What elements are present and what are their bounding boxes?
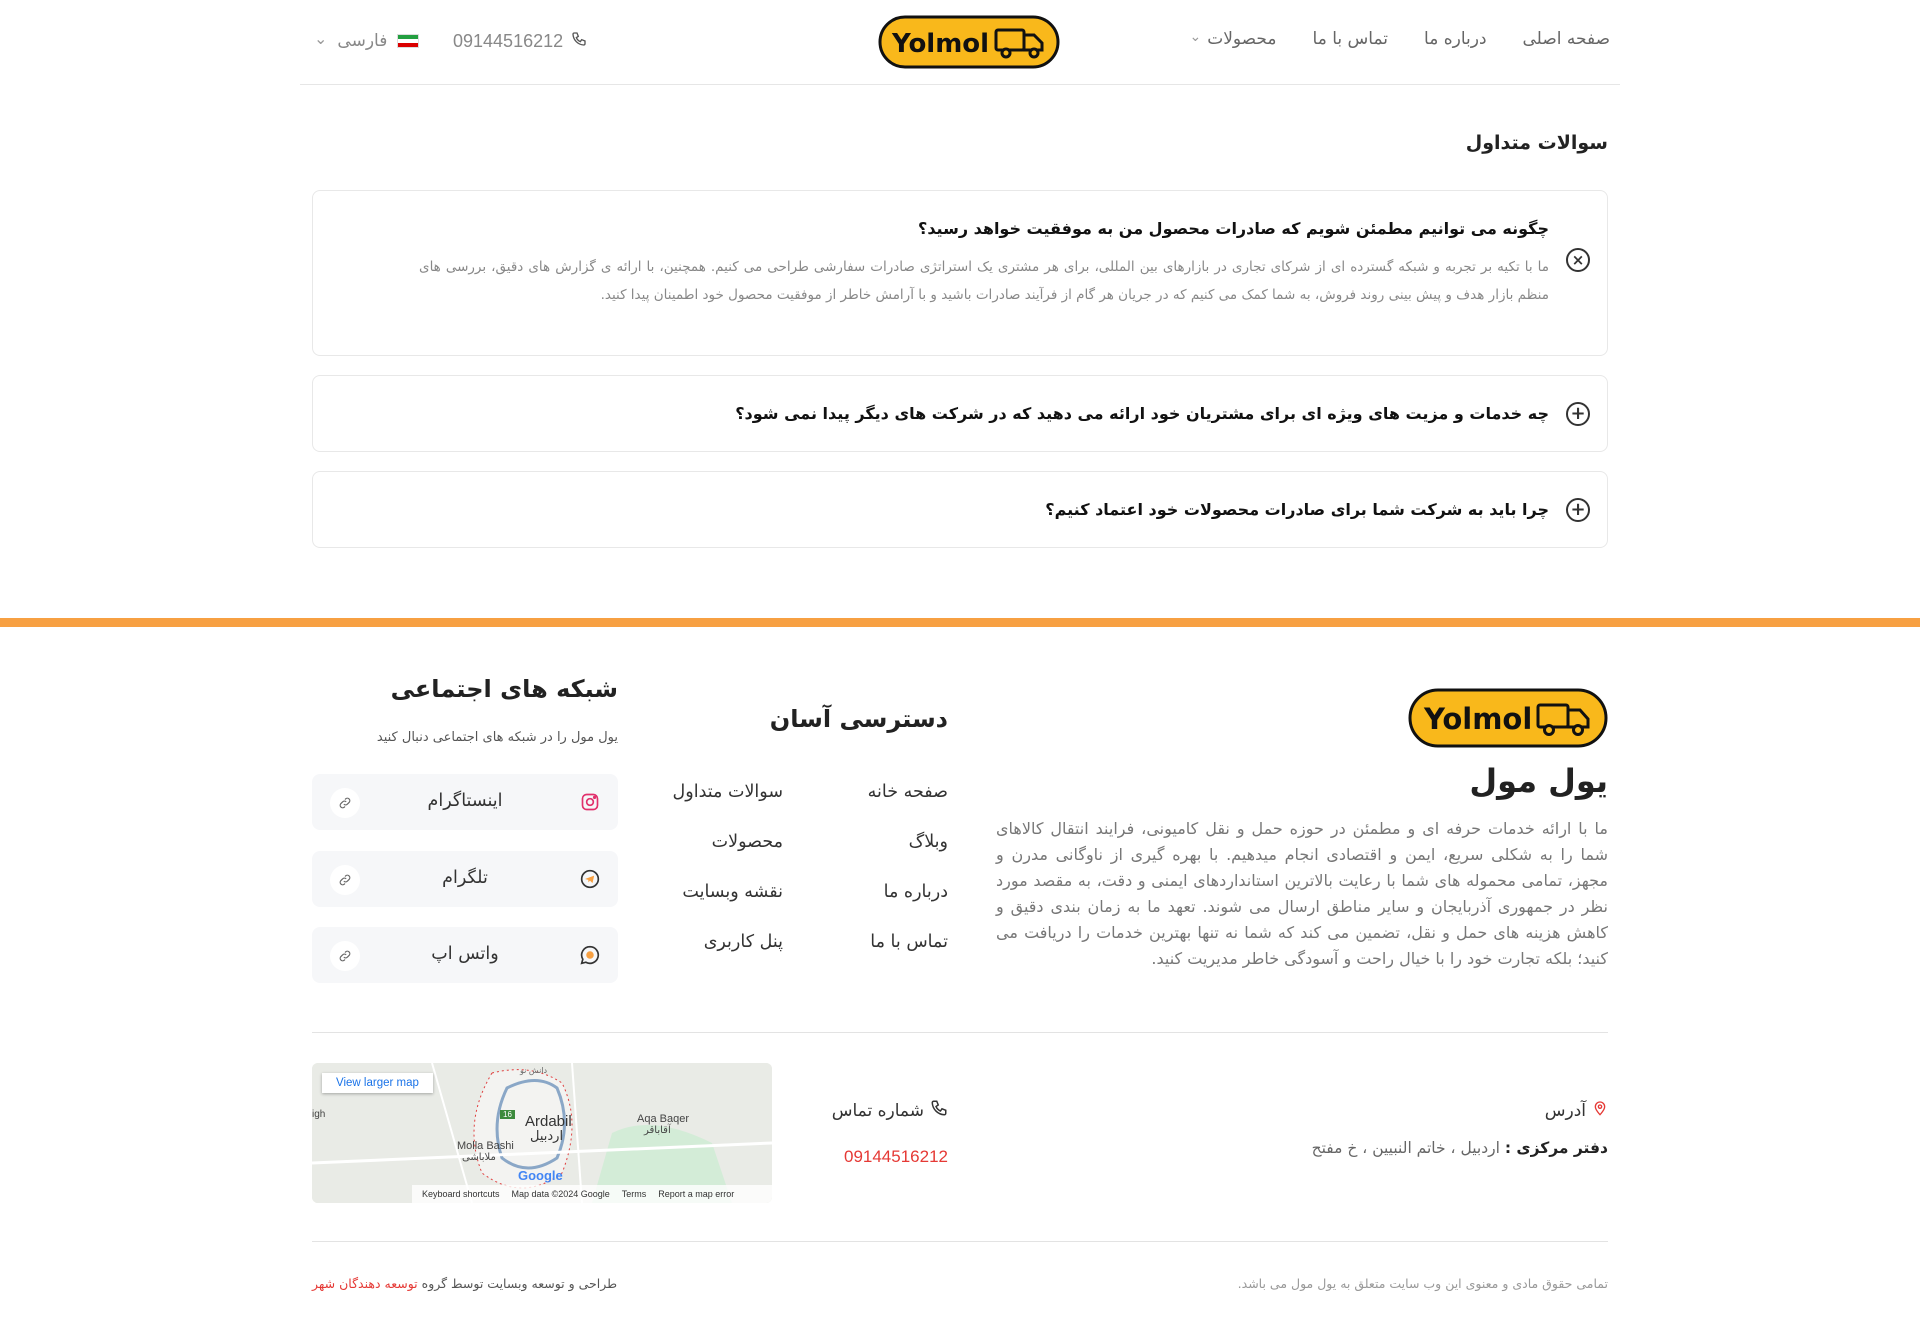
map-embed[interactable] (312, 1063, 772, 1203)
road-badge: 16 (500, 1110, 515, 1119)
footer-divider (312, 1241, 1608, 1242)
footer-link-home[interactable]: صفحه خانه (867, 782, 948, 802)
faq-question[interactable]: چرا باید به شرکت شما برای صادرات محصولات خود اعتماد کنیم؟ (1045, 500, 1549, 519)
faq-item[interactable] (312, 190, 1608, 356)
header-phone[interactable] (453, 31, 587, 52)
credit (312, 1276, 617, 1291)
chevron-down-icon: ⌄ (314, 28, 328, 48)
plus-icon[interactable]: + (1566, 402, 1590, 426)
iran-flag-icon (397, 34, 419, 48)
about-text: ما با ارائه خدمات حرفه ای و مطمئن در حوزه حمل و نقل کامیونی، فرایند انتقال کالاهای شما را به شکلی سریع، ایمن و اقتصادی انجام میدهیم. با بهره گیری از ناوگانی مدرن و مجهز، تمامی محموله های شما با رعایت بالاترین استانداردهای ایمنی و دقت، به مقصد مورد نظر در جمهوری آذربایجان و سایر مناطق ارسال می شوند. تعهد ما به زمان بندی دقیق و کاهش هزینه های حمل و نقل، تضمین می کند که شما نه تنها بهترین خدمات را دریافت می کنید؛ بلکه تجارت خود را با خیال راحت و آسودگی خاطر مدیریت کنید. (996, 819, 1608, 968)
footer-link-sitemap[interactable]: نقشه وبسایت (682, 882, 783, 902)
nav-about[interactable]: درباره ما (1424, 29, 1487, 49)
nav-contact[interactable]: تماس با ما (1312, 29, 1389, 49)
language-label: فارسی (337, 31, 388, 51)
site-header (300, 0, 1620, 85)
whatsapp-icon (580, 945, 600, 965)
social-telegram[interactable] (312, 851, 618, 907)
footer-link-contact[interactable]: تماس با ما (870, 932, 948, 952)
map-label-top: دانش نو (520, 1066, 548, 1075)
map-keyboard-shortcuts[interactable]: Keyboard shortcuts (422, 1189, 500, 1199)
faq-question[interactable]: چگونه می توانیم مطمئن شویم که صادرات محصول من به موفقیت خواهد رسید؟ (918, 219, 1549, 238)
language-switcher[interactable] (314, 28, 419, 51)
map-label-aqa-baqer: Aqa Baqer (637, 1113, 689, 1125)
social-whatsapp[interactable] (312, 927, 618, 983)
contact-label (832, 1099, 948, 1122)
map-label-aqa-baqer-fa: آقاباقر (644, 1125, 671, 1136)
social-name: تلگرام (442, 868, 488, 888)
close-icon[interactable]: × (1566, 248, 1590, 272)
link-icon (330, 865, 360, 895)
footer-accent-bar (0, 618, 1920, 627)
copyright-text: تمامی حقوق مادی و معنوی این وب سایت متعلق به یول مول می باشد. (1237, 1276, 1608, 1291)
map-data-credit: Map data ©2024 Google (511, 1189, 610, 1199)
brand-name: یول مول (1469, 762, 1608, 800)
phone-icon (571, 31, 587, 52)
footer-link-products[interactable]: محصولات (711, 832, 783, 852)
map-report-error-link[interactable]: Report a map error (658, 1189, 735, 1199)
plus-icon[interactable]: + (1566, 498, 1590, 522)
telegram-icon (580, 869, 600, 889)
address-text: اردبیل ، خاتم النبیین ، خ مفتح (1311, 1139, 1500, 1157)
logo-text: Yolmol (1424, 702, 1533, 736)
social-title: شبکه های اجتماعی (390, 675, 618, 703)
contact-phone[interactable]: 09144516212 (843, 1147, 948, 1166)
faq-item[interactable] (312, 471, 1608, 548)
instagram-icon (580, 792, 600, 812)
google-logo: Google (518, 1168, 563, 1183)
footer-link-user-panel[interactable]: پنل کاربری (703, 932, 783, 952)
social-name: اینستاگرام (427, 791, 503, 811)
credit-link[interactable]: توسعه دهندگان شهر (312, 1276, 418, 1291)
footer-link-about[interactable]: درباره ما (883, 882, 948, 902)
faq-answer: ما با تکیه بر تجربه و شبکه گسترده ای از شرکای تجاری در بازارهای بین المللی، برای هر مشتری یک استراتژی صادرات سفارشی طراحی می کنیم. همچنین، با ارائه ی گزارش های دقیق، بررسی های منظم بازار هدف و پیش بینی روند فروش، به شما کمک می کنیم که در جریان هر گام از فرآیند صادرات باشید و با آرامش خاطر از موفقیت محصول خود اطمینان پیدا کنید. (419, 259, 1549, 303)
map-terms-link[interactable]: Terms (621, 1189, 647, 1199)
faq-title: سوالات متداول (1465, 132, 1608, 154)
map-footer-bar (412, 1185, 772, 1203)
map-label-molla-bashi-fa: ملاباشی (462, 1152, 496, 1163)
location-pin-icon (1592, 1099, 1608, 1122)
main-nav (1189, 29, 1610, 49)
map-label-fragment: igh (312, 1109, 326, 1120)
footer-link-blog[interactable]: وبلاگ (908, 832, 948, 852)
phone-icon (930, 1099, 948, 1122)
map-label-molla-bashi: Molla Bashi (457, 1140, 514, 1152)
nav-home[interactable]: صفحه اصلی (1522, 29, 1610, 49)
faq-question[interactable]: چه خدمات و مزیت های ویژه ای برای مشتریان خود ارائه می دهید که در شرکت های دیگر پیدا نمی شود؟ (735, 404, 1549, 423)
map-label-ardabil-fa: اردبیل (530, 1129, 564, 1144)
link-icon (330, 788, 360, 818)
nav-products[interactable]: محصولات ⌄ (1189, 29, 1276, 49)
view-larger-map-link[interactable]: View larger map (322, 1073, 433, 1093)
office-label: دفتر مرکزی : (1504, 1139, 1608, 1157)
social-subtitle: یول مول را در شبکه های اجتماعی دنبال کنید (376, 730, 618, 745)
address-label (1545, 1099, 1608, 1122)
social-name: واتس اپ (431, 944, 499, 964)
footer-link-faq[interactable]: سوالات متداول (672, 782, 783, 802)
contact-label-text: شماره تماس (831, 1100, 924, 1121)
logo-text: Yolmol (892, 29, 990, 59)
link-icon (330, 941, 360, 971)
header-logo[interactable] (878, 15, 1060, 73)
address-value (1312, 1139, 1608, 1157)
faq-item[interactable] (312, 375, 1608, 452)
quick-access-title: دسترسی آسان (769, 705, 948, 733)
header-phone-number: 09144516212 (453, 31, 564, 51)
footer-divider (312, 1032, 1608, 1033)
footer-logo[interactable] (1408, 688, 1608, 752)
address-label-text: آدرس (1544, 1100, 1586, 1121)
credit-text: طراحی و توسعه وبسایت توسط گروه (421, 1276, 618, 1291)
social-instagram[interactable] (312, 774, 618, 830)
map-label-ardabil: Ardabil (525, 1113, 572, 1130)
